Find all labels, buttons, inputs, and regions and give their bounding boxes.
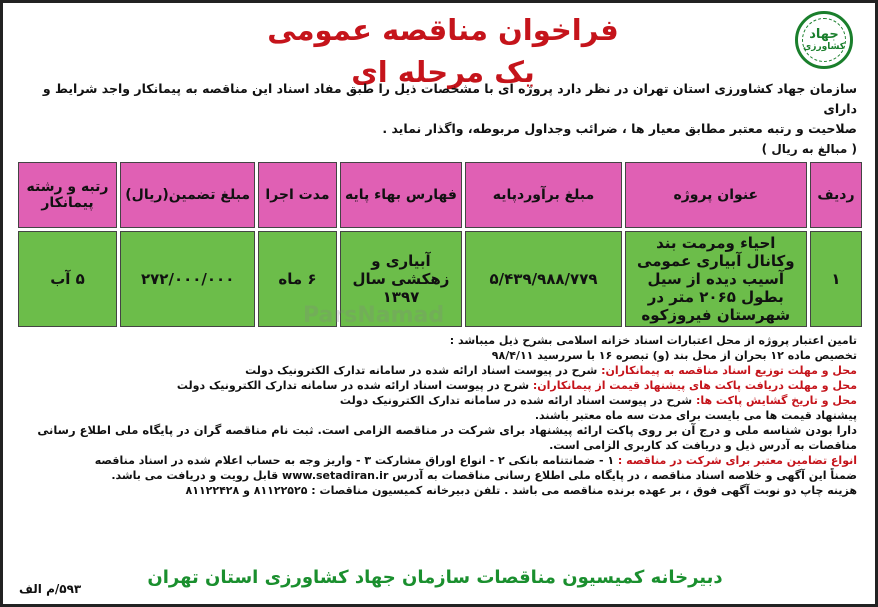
footer-code: ۵۹۳/م الف (19, 582, 82, 596)
header-duration: مدت اجرا (258, 162, 336, 228)
opening-label: محل و تاریخ گشایش پاکت ها: (695, 394, 857, 407)
website-link[interactable]: www.setadiran.ir (282, 469, 389, 482)
opening-line (12, 393, 857, 408)
intro-line-2: صلاحیت و رتبه معتبر مطابق معیار ها ، ضرائب وجداول مربوطه، واگذار نماید . (382, 121, 857, 136)
header-guarantee: مبلغ تضمین(ریال) (120, 162, 255, 228)
guarantee-line (12, 453, 857, 468)
receive-text: شرح در پیوست اسناد ارائه شده در سامانه تدارک الکترونیک دولت (176, 379, 530, 392)
cell-duration: ۶ ماه (258, 231, 336, 327)
validity-line: پیشنهاد قیمت ها می بایست برای مدت سه ماه معتبر باشند. (534, 409, 857, 422)
notice-body (12, 333, 857, 498)
header-base-list: فهارس بهاء پایه (340, 162, 463, 228)
national-id-line-2: مناقصات به آدرس ذیل و دریافت کد کاربری الزامی است. (549, 439, 857, 452)
funding-line-1: تامین اعتبار پروژه از محل اعتبارات اسناد خزانه اسلامی بشرح ذیل میباشد : (449, 334, 857, 347)
jihad-keshavarzi-logo-icon (795, 11, 853, 69)
notice-title: فراخوان مناقصه عمومی یک مرحله ای (267, 13, 619, 89)
header-estimate: مبلغ برآوردپایه (465, 162, 621, 228)
website-pre: ضمناً این آگهی و خلاصه اسناد مناقصه ، در پایگاه ملی اطلاع رسانی مناقصات به آدرس (392, 469, 857, 482)
cost-line (12, 483, 857, 498)
table-header-row (18, 162, 862, 228)
distribution-line (12, 363, 857, 378)
receive-label: محل و مهلت دریافت پاکت های پیشنهاد قیمت از پیمانکاران: (532, 379, 857, 392)
guarantee-label: انواع تضامین معتبر برای شرکت در مناقصه : (617, 454, 857, 467)
phone-numbers: ۸۱۱۲۲۵۲۵ و ۸۱۱۲۲۴۲۸ (185, 484, 308, 497)
opening-text: شرح در پیوست اسناد ارائه شده در سامانه تدارک الکترونیک دولت (339, 394, 693, 407)
footer-title: دبیرخانه کمیسیون مناقصات سازمان جهاد کشاورزی استان تهران (147, 567, 723, 588)
cell-guarantee: ۲۷۲/۰۰۰/۰۰۰ (120, 231, 255, 327)
cell-rank: ۵ آب (18, 231, 117, 327)
watermark: ParsNamad (303, 303, 445, 328)
website-post: قابل رویت و دریافت می باشد. (111, 469, 279, 482)
distribution-label: محل و مهلت توزیع اسناد مناقصه به پیمانکاران: (601, 364, 857, 377)
receive-line (12, 378, 857, 393)
website-line (12, 468, 857, 483)
national-id-line: دارا بودن شناسه ملی و درج آن بر روی پاکت ارائه پیشنهاد برای شرکت در مناقصه الزامی است. ثبت نام مناقصه گران در پایگاه ملی اطلاع رسانی (37, 423, 857, 437)
header-project-title: عنوان پروژه (625, 162, 807, 228)
distribution-text: شرح در پیوست اسناد ارائه شده در سامانه تدارک الکترونیک دولت (245, 364, 598, 377)
cell-base-list: آبیاری و زهکشی سال ۱۳۹۷ (340, 231, 463, 327)
guarantee-text: ۱ - ضمانتنامه بانکی ۲ - انواع اوراق مشارکت ۳ - واریز وجه به حساب اعلام شده در اسناد مناقصه (94, 454, 615, 467)
header-rank: رتبه و رشته پیمانکار (18, 162, 117, 228)
amount-unit-note: ( مبالغ به ریال ) (761, 142, 857, 156)
cell-estimate: ۵/۴۳۹/۹۸۸/۷۷۹ (465, 231, 621, 327)
cell-row-no: ۱ (810, 231, 862, 327)
logo-line2: کشاورزی (803, 42, 845, 52)
cell-project-title: احیاء ومرمت بند وکانال آبیاری عمومی آسیب دیده از سیل بطول ۲۰۶۵ متر در شهرستان فیروزکوه (625, 231, 807, 327)
table-row (18, 231, 862, 327)
intro-line-1: سازمان جهاد کشاورزی استان تهران در نظر دارد پروژه ای با مشخصات ذیل را طبق مفاد اسناد این مناقصه به پیمانکار واجد شرایط و دارای (42, 81, 857, 116)
intro-paragraph (12, 79, 857, 159)
logo-line1: جهاد (809, 27, 839, 42)
tender-table (15, 159, 865, 330)
funding-line-2: تخصیص ماده ۱۲ بحران از محل بند (و) تبصره ۱۶ با سررسید ۹۸/۴/۱۱ (491, 349, 857, 362)
header-row-no: ردیف (810, 162, 862, 228)
cost-text: هزینه چاپ دو نوبت آگهی فوق ، بر عهده برنده مناقصه می باشد . تلفن دبیرخانه کمیسیون مناقصات : (311, 484, 857, 497)
logo-ring (802, 18, 846, 62)
